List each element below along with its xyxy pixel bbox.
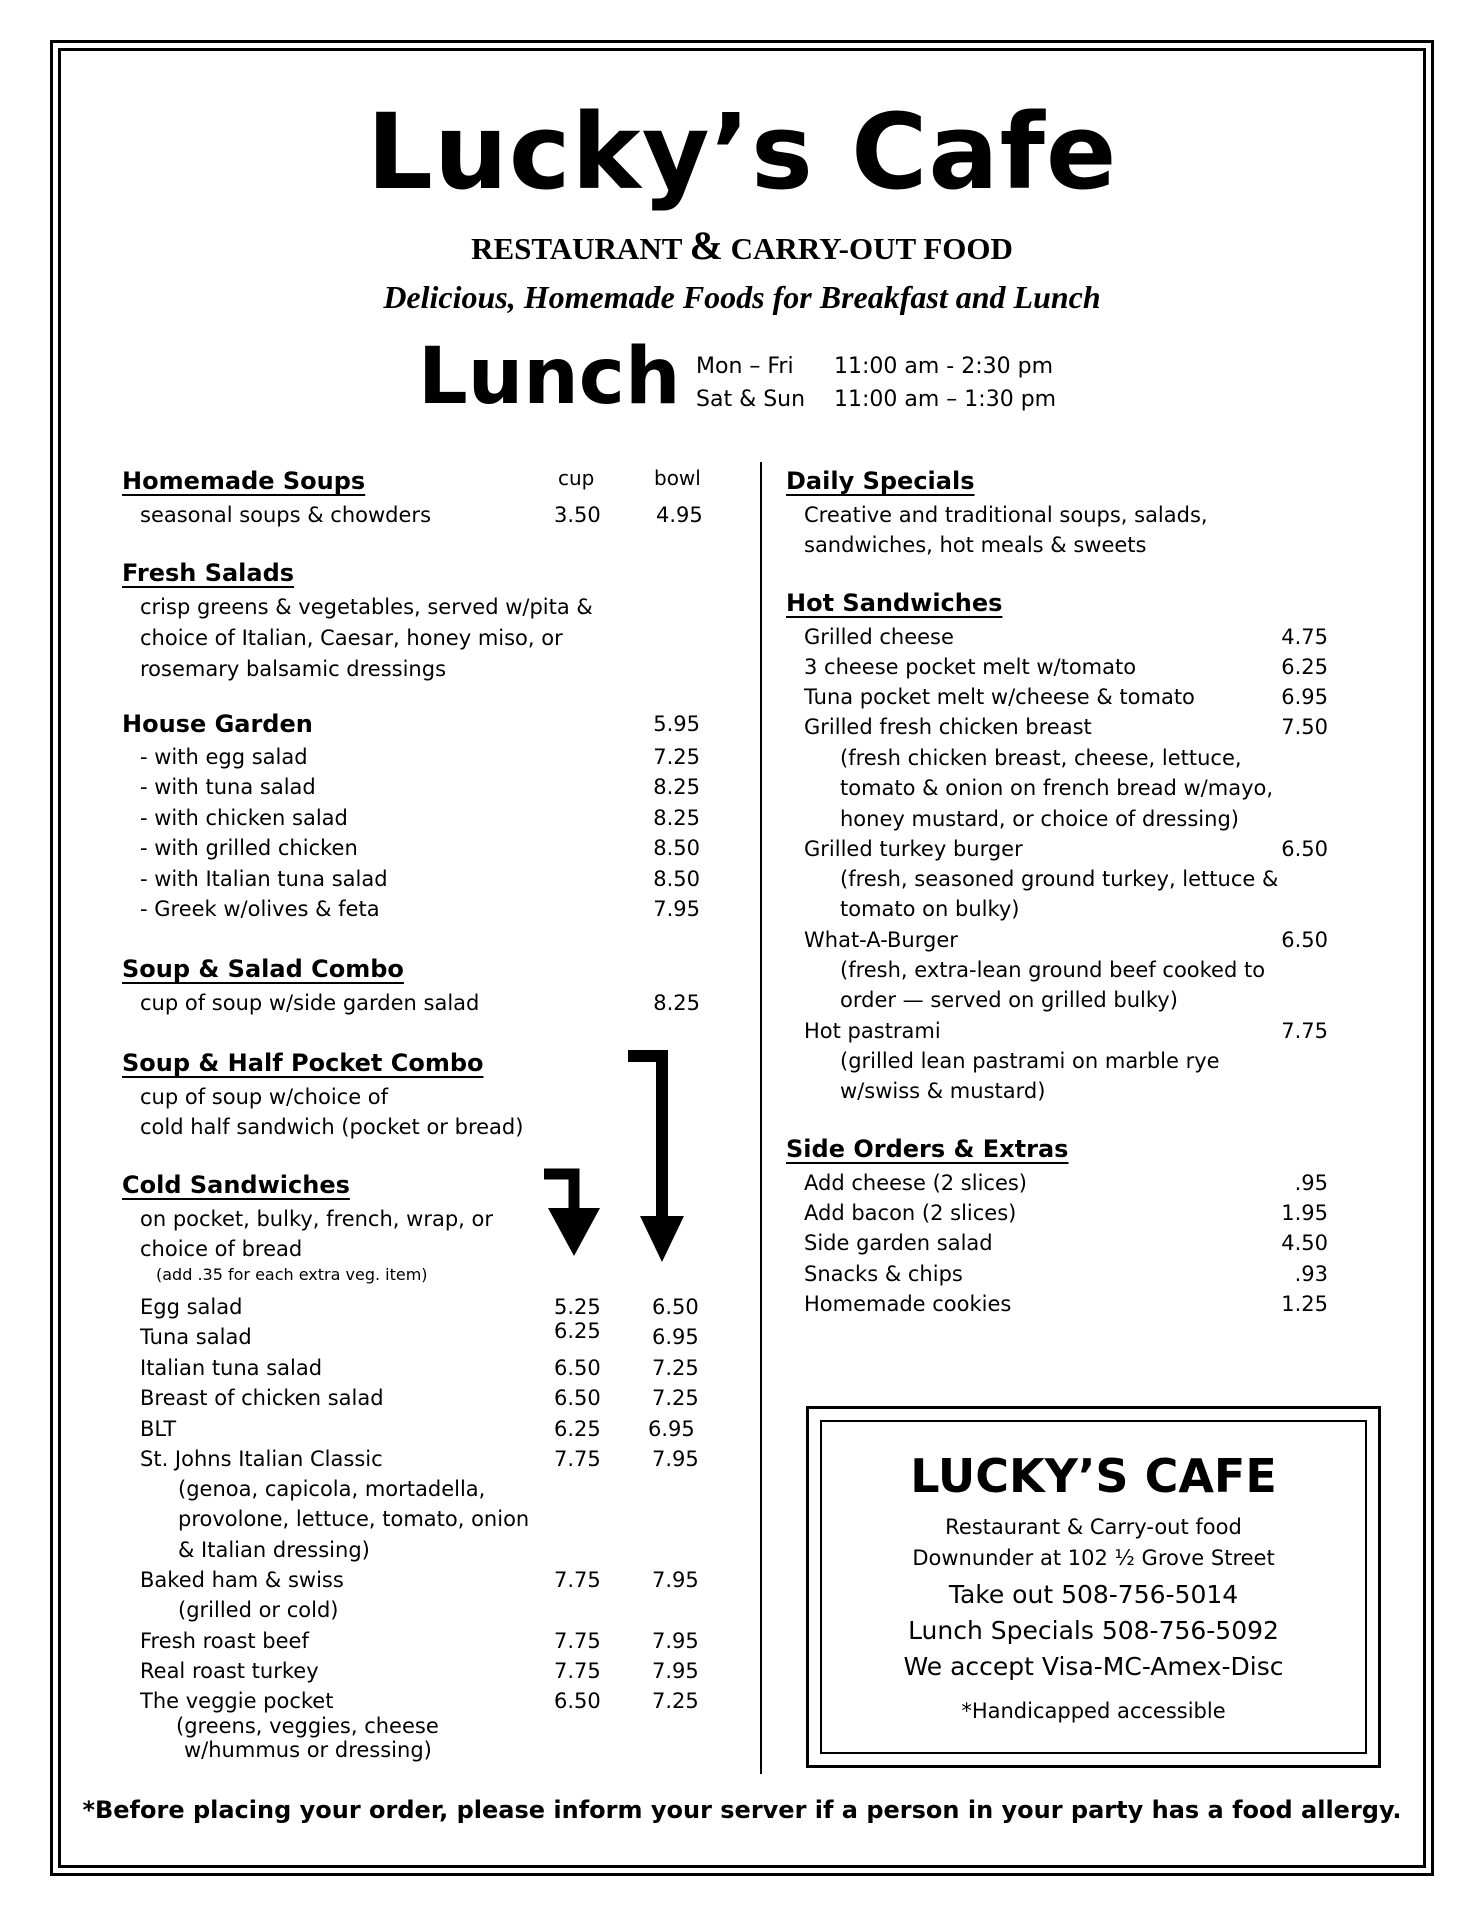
hot-item-desc: (fresh, seasoned ground turkey, lettuce & [840, 867, 1279, 891]
cold-item: Egg salad [140, 1295, 243, 1319]
allergy-notice: *Before placing your order, please inform your server if a person in your party has a food allergy. [82, 1796, 1402, 1824]
side-item: Snacks & chips [804, 1262, 963, 1286]
cold-price-1: 7.75 [554, 1629, 601, 1653]
info-box-specials-phone: Lunch Specials 508-756-5092 [908, 1616, 1279, 1645]
col-header-cup: cup [558, 466, 595, 490]
hot-item: Hot pastrami [804, 1019, 941, 1043]
info-box-title: LUCKY’S CAFE [910, 1449, 1277, 1503]
cafe-subtitle [0, 223, 1484, 268]
heading-daily-specials: Daily Specials [786, 467, 975, 495]
menu-name: Lunch [418, 332, 681, 422]
hours-days-weekend: Sat & Sun [696, 387, 806, 412]
hot-item-price: 7.50 [1281, 715, 1328, 739]
cold-price-2: 6.95 [648, 1417, 695, 1441]
house-garden-item-price: 8.25 [653, 775, 700, 799]
hours-time-weekday: 11:00 am - 2:30 pm [834, 354, 1054, 379]
cold-price-1: 7.75 [554, 1568, 601, 1592]
cold-item-desc: (grilled or cold) [178, 1598, 339, 1622]
cold-item: The veggie pocket [140, 1689, 334, 1713]
hot-item: What-A-Burger [804, 928, 958, 952]
hot-item: Grilled fresh chicken breast [804, 715, 1092, 739]
hot-item-desc: tomato on bulky) [840, 897, 1020, 921]
house-garden-item-price: 7.25 [653, 745, 700, 769]
salads-desc-line: choice of Italian, Caesar, honey miso, or [140, 626, 563, 650]
col-header-bowl: bowl [654, 466, 701, 490]
cold-price-2: 7.25 [652, 1689, 699, 1713]
cold-price-2: 7.95 [652, 1629, 699, 1653]
house-garden-item-price: 8.50 [653, 867, 700, 891]
salads-desc-line: rosemary balsamic dressings [140, 657, 447, 681]
cold-item: Italian tuna salad [140, 1356, 323, 1380]
cold-price-1: 6.50 [554, 1386, 601, 1410]
hot-item-desc: order — served on grilled bulky) [840, 988, 1178, 1012]
side-item-price: .95 [1294, 1171, 1328, 1195]
heading-hot-sandwiches: Hot Sandwiches [786, 589, 1003, 617]
heading-soup-half-pocket: Soup & Half Pocket Combo [122, 1049, 484, 1077]
house-garden-item: - with chicken salad [140, 806, 348, 830]
soup-half-line: cup of soup w/choice of [140, 1085, 389, 1109]
info-box-cards: We accept Visa-MC-Amex-Disc [903, 1652, 1284, 1681]
cold-price-1: 6.50 [554, 1356, 601, 1380]
heading-cold-sandwiches: Cold Sandwiches [122, 1171, 350, 1199]
hot-item: Tuna pocket melt w/cheese & tomato [804, 685, 1195, 709]
hot-item-desc: honey mustard, or choice of dressing) [840, 807, 1239, 831]
subtitle-part1: RESTAURANT [471, 231, 682, 266]
hot-item-desc: tomato & onion on french bread w/mayo, [840, 776, 1274, 800]
cold-price-2: 7.95 [652, 1447, 699, 1471]
soup-salad-item: cup of soup w/side garden salad [140, 991, 480, 1015]
soup-half-line: cold half sandwich (pocket or bread) [140, 1115, 524, 1139]
soup-item: seasonal soups & chowders [140, 503, 432, 527]
cafe-tagline: Delicious, Homemade Foods for Breakfast and Lunch [383, 279, 1101, 315]
side-item: Add bacon (2 slices) [804, 1201, 1017, 1225]
cold-item: Breast of chicken salad [140, 1386, 384, 1410]
cold-price-1: 7.75 [554, 1447, 601, 1471]
house-garden-item: - with grilled chicken [140, 836, 358, 860]
side-item: Homemade cookies [804, 1292, 1012, 1316]
soup-cup-price: 3.50 [554, 503, 601, 527]
soup-bowl-price: 4.95 [656, 503, 703, 527]
cold-price-1: 6.25 [554, 1319, 601, 1343]
house-garden-item-price: 8.25 [653, 806, 700, 830]
hot-item-price: 7.75 [1281, 1019, 1328, 1043]
info-box-accessible: *Handicapped accessible [961, 1699, 1226, 1723]
hot-item-price: 6.95 [1281, 685, 1328, 709]
cold-price-2: 7.95 [652, 1568, 699, 1592]
subtitle-amp: & [689, 223, 723, 268]
side-item: Add cheese (2 slices) [804, 1171, 1028, 1195]
cold-item: Tuna salad [140, 1325, 252, 1349]
cold-item: Baked ham & swiss [140, 1568, 344, 1592]
cold-price-1: 5.25 [554, 1295, 601, 1319]
heading-homemade-soups: Homemade Soups [122, 467, 366, 495]
side-item-price: 1.25 [1281, 1292, 1328, 1316]
house-garden-item: - with egg salad [140, 745, 308, 769]
hours-days-weekday: Mon – Fri [696, 354, 794, 379]
arrow-down-icon [628, 1056, 684, 1262]
house-garden-item-price: 7.95 [653, 897, 700, 921]
cold-desc-line: on pocket, bulky, french, wrap, or [140, 1207, 493, 1231]
specials-line: sandwiches, hot meals & sweets [804, 533, 1147, 557]
cold-price-1: 7.75 [554, 1659, 601, 1683]
side-item-price: .93 [1294, 1262, 1328, 1286]
cold-price-2: 7.25 [652, 1356, 699, 1380]
hot-item: Grilled cheese [804, 625, 954, 649]
heading-fresh-salads: Fresh Salads [122, 559, 295, 587]
side-item: Side garden salad [804, 1231, 993, 1255]
house-garden-item: - Greek w/olives & feta [140, 897, 380, 921]
column-divider [760, 462, 762, 1774]
cafe-title: Lucky’s Cafe [366, 91, 1118, 213]
cold-price-2: 7.95 [652, 1659, 699, 1683]
cold-item-desc: (genoa, capicola, mortadella, [178, 1477, 486, 1501]
info-box-address: Downunder at 102 ½ Grove Street [912, 1546, 1275, 1570]
hot-item-price: 6.50 [1281, 928, 1328, 952]
house-garden-item-price: 8.50 [653, 836, 700, 860]
hours-time-weekend: 11:00 am – 1:30 pm [834, 387, 1057, 412]
cold-price-2: 6.50 [652, 1295, 699, 1319]
info-box-takeout-phone: Take out 508-756-5014 [948, 1580, 1239, 1609]
info-box-line: Restaurant & Carry-out food [945, 1515, 1242, 1539]
hot-item: Grilled turkey burger [804, 837, 1023, 861]
cold-price-1: 6.50 [554, 1689, 601, 1713]
price-arrows-graphic [540, 1048, 720, 1270]
cold-item: Fresh roast beef [140, 1629, 309, 1653]
heading-house-garden: House Garden [122, 710, 313, 738]
hot-item-desc: (fresh, extra-lean ground beef cooked to [840, 958, 1266, 982]
hot-item-price: 6.25 [1281, 655, 1328, 679]
cold-item-desc: & Italian dressing) [178, 1538, 370, 1562]
heading-side-orders: Side Orders & Extras [786, 1135, 1069, 1163]
hot-item-desc: (grilled lean pastrami on marble rye [840, 1049, 1220, 1073]
house-garden-price: 5.95 [653, 712, 700, 736]
subtitle-part2: CARRY-OUT FOOD [730, 231, 1013, 266]
house-garden-item: - with tuna salad [140, 775, 316, 799]
soup-salad-price: 8.25 [653, 991, 700, 1015]
cold-item: BLT [140, 1417, 177, 1441]
heading-soup-salad-combo: Soup & Salad Combo [122, 955, 404, 983]
hot-item-desc: w/swiss & mustard) [840, 1079, 1046, 1103]
hot-item-price: 4.75 [1281, 625, 1328, 649]
arrow-down-icon [544, 1174, 600, 1256]
cold-price-2: 7.25 [652, 1386, 699, 1410]
side-item-price: 4.50 [1281, 1231, 1328, 1255]
cold-price-1: 6.25 [554, 1417, 601, 1441]
hot-item: 3 cheese pocket melt w/tomato [804, 655, 1137, 679]
cold-item-desc: (greens, veggies, cheese [176, 1714, 439, 1738]
specials-line: Creative and traditional soups, salads, [804, 503, 1208, 527]
cold-item: St. Johns Italian Classic [140, 1447, 383, 1471]
side-item-price: 1.95 [1281, 1201, 1328, 1225]
cold-item: Real roast turkey [140, 1659, 319, 1683]
cold-note: (add .35 for each extra veg. item) [156, 1265, 428, 1284]
house-garden-item: - with Italian tuna salad [140, 867, 388, 891]
hot-item-desc: (fresh chicken breast, cheese, lettuce, [840, 746, 1242, 770]
hot-item-price: 6.50 [1281, 837, 1328, 861]
cold-item-desc: w/hummus or dressing) [184, 1738, 432, 1762]
cold-item-desc: provolone, lettuce, tomato, onion [178, 1507, 530, 1531]
salads-desc-line: crisp greens & vegetables, served w/pita & [140, 595, 593, 619]
cold-price-2: 6.95 [652, 1325, 699, 1349]
cold-desc-line: choice of bread [140, 1237, 303, 1261]
